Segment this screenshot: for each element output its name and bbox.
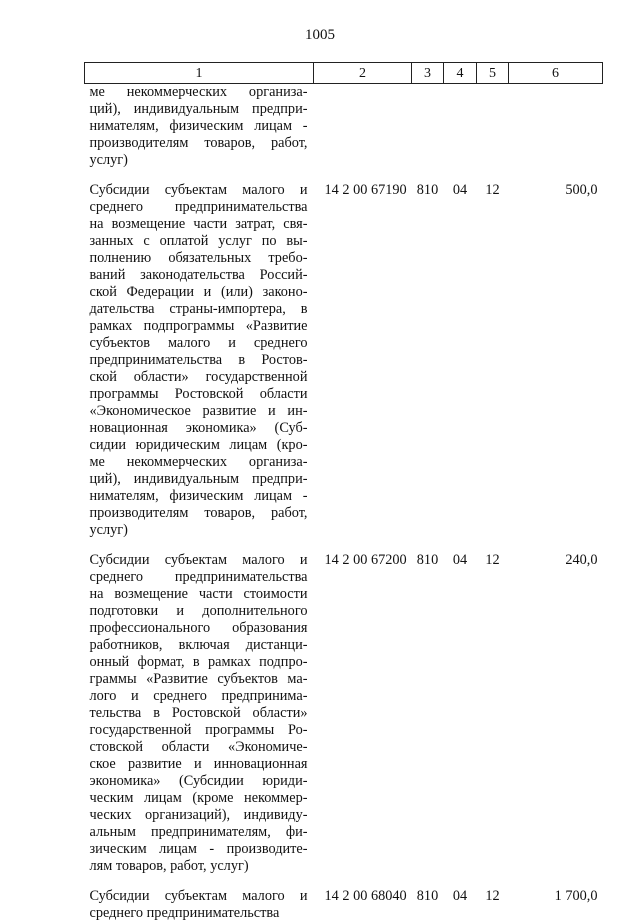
description-line: государственной программы Ро- <box>90 722 308 739</box>
description-line: стовской области «Экономиче- <box>90 739 308 756</box>
description-line: тельства в Ростовской области» <box>90 705 308 722</box>
description-line: нимателям, физическим лицам - <box>90 118 308 135</box>
description-line: на возмещение части стоимости <box>90 586 308 603</box>
description-line: ской Федерации и (или) законо- <box>90 284 308 301</box>
row-description <box>85 169 314 539</box>
row-col-3 <box>412 84 444 170</box>
description-line: профессионального образования <box>90 620 308 637</box>
description-line: ме некоммерческих организа- <box>90 454 308 471</box>
description-line: зическим лицам - производите- <box>90 841 308 858</box>
description-line: сидии юридическим лицам (кро- <box>90 437 308 454</box>
description-line: лям товаров, работ, услуг) <box>90 858 308 875</box>
description-line: субъектов малого и среднего <box>90 335 308 352</box>
row-description <box>85 875 314 922</box>
header-col-4: 4 <box>444 63 477 84</box>
table-row <box>85 539 603 875</box>
description-line: программы Ростовской области <box>90 386 308 403</box>
row-amount <box>509 84 603 170</box>
description-line: ческим лицам (кроме некоммер- <box>90 790 308 807</box>
row-col-3: 810 <box>412 169 444 539</box>
table-body <box>85 84 603 922</box>
description-line: Субсидии субъектам малого и <box>90 888 308 905</box>
description-line: нимателям, физическим лицам - <box>90 488 308 505</box>
header-col-6: 6 <box>509 63 603 84</box>
description-line: граммы «Развитие субъектов ма- <box>90 671 308 688</box>
description-line: занных с оплатой услуг по вы- <box>90 233 308 250</box>
description-line: среднего предпринимательства <box>90 199 308 216</box>
table-row <box>85 169 603 539</box>
row-col-4: 04 <box>444 169 477 539</box>
row-description <box>85 84 314 170</box>
table-row <box>85 84 603 170</box>
description-line: ское развитие и инновационная <box>90 756 308 773</box>
row-description <box>85 539 314 875</box>
description-line: производителям товаров, работ, <box>90 135 308 152</box>
description-line: ме некоммерческих организа- <box>90 84 308 101</box>
description-line: ваний законодательства Россий- <box>90 267 308 284</box>
row-col-4 <box>444 84 477 170</box>
description-line: полнению обязательных требо- <box>90 250 308 267</box>
description-line: Субсидии субъектам малого и <box>90 182 308 199</box>
row-code <box>314 84 412 170</box>
description-line: лого и среднего предпринима- <box>90 688 308 705</box>
row-col-4: 04 <box>444 539 477 875</box>
description-line: среднего предпринимательства <box>90 905 308 922</box>
description-line: подготовки и дополнительного <box>90 603 308 620</box>
row-col-3: 810 <box>412 875 444 922</box>
table-row <box>85 875 603 922</box>
row-code: 14 2 00 67190 <box>314 169 412 539</box>
row-code: 14 2 00 67200 <box>314 539 412 875</box>
header-col-5: 5 <box>477 63 509 84</box>
row-amount: 1 700,0 <box>509 875 603 922</box>
row-amount: 500,0 <box>509 169 603 539</box>
description-line: альным предпринимателям, фи- <box>90 824 308 841</box>
description-line: ций), индивидуальным предпри- <box>90 471 308 488</box>
page-number: 1005 <box>0 27 640 44</box>
row-col-4: 04 <box>444 875 477 922</box>
header-col-2: 2 <box>314 63 412 84</box>
description-line: новационная экономика» (Суб- <box>90 420 308 437</box>
row-col-3: 810 <box>412 539 444 875</box>
description-line: Субсидии субъектам малого и <box>90 552 308 569</box>
row-col-5: 12 <box>477 169 509 539</box>
description-line: ской области» государственной <box>90 369 308 386</box>
header-col-1: 1 <box>85 63 314 84</box>
description-line: дательства страны-импортера, в <box>90 301 308 318</box>
description-line: предпринимательства в Ростов- <box>90 352 308 369</box>
description-line: «Экономическое развитие и ин- <box>90 403 308 420</box>
row-col-5: 12 <box>477 875 509 922</box>
description-line: производителям товаров, работ, <box>90 505 308 522</box>
description-line: ций), индивидуальным предпри- <box>90 101 308 118</box>
description-line: экономика» (Субсидии юриди- <box>90 773 308 790</box>
row-col-5: 12 <box>477 539 509 875</box>
row-code: 14 2 00 68040 <box>314 875 412 922</box>
header-col-3: 3 <box>412 63 444 84</box>
description-line: среднего предпринимательства <box>90 569 308 586</box>
header-row <box>85 63 603 84</box>
description-line: на возмещение части затрат, свя- <box>90 216 308 233</box>
description-line: рамках подпрограммы «Развитие <box>90 318 308 335</box>
row-col-5 <box>477 84 509 170</box>
description-line: онный формат, в рамках подпро- <box>90 654 308 671</box>
description-line: работников, включая дистанци- <box>90 637 308 654</box>
description-line: услуг) <box>90 152 308 169</box>
description-line: ческих организаций), индивиду- <box>90 807 308 824</box>
budget-table <box>84 62 603 922</box>
row-amount: 240,0 <box>509 539 603 875</box>
description-line: услуг) <box>90 522 308 539</box>
